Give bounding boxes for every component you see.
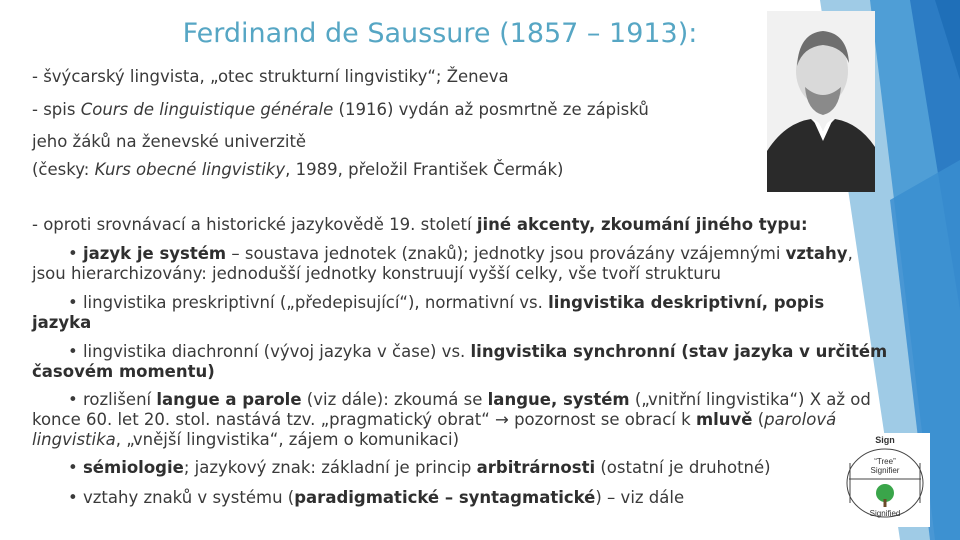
contrast-line: - oproti srovnávací a historické jazykovědě 19. století jiné akcenty, zkoumání jiného typu:: [32, 215, 808, 234]
diagram-label-signifier: Signifier: [870, 466, 900, 475]
bullet-langue-parole: • rozlišení langue a parole (viz dále): zkoumá se langue, systém („vnitřní lingvistika“) X až od: [68, 390, 871, 409]
intro-line-2: - spis Cours de linguistique générale (1916) vydán až posmrtně ze zápisků: [32, 100, 649, 119]
intro-line-4: (česky: Kurs obecné lingvistiky, 1989, přeložil František Čermák): [32, 160, 564, 179]
bullet-system-line-2: jsou hierarchizovány: jednodušší jednotky konstruují vyšší celky, vše tvoří strukturu: [32, 264, 721, 283]
diagram-label-signified: Signified: [869, 509, 901, 518]
diagram-label-tree: “Tree”: [874, 457, 896, 466]
intro-line-1: - švýcarský lingvista, „otec strukturní lingvistiky“; Ženeva: [32, 67, 509, 86]
intro-line-3: jeho žáků na ženevské univerzitě: [32, 132, 307, 151]
bullet-semiology: • sémiologie; jazykový znak: základní je princip arbitrárnosti (ostatní je druhotné): [68, 458, 771, 477]
bullet-system: • jazyk je systém – soustava jednotek (znaků); jednotky jsou provázány vzájemnými vztahy,: [68, 244, 853, 263]
bullet-prescriptive: • lingvistika preskriptivní („předepisující“), normativní vs. lingvistika deskriptivní, popis: [68, 293, 825, 312]
sign-diagram: [840, 433, 930, 527]
bullet-langue-parole-line-2: konce 60. let 20. stol. nastává tzv. „pragmatický obrat“ → pozornost se obrací k mluvě (parolová: [32, 410, 837, 429]
slide-title: Ferdinand de Saussure (1857 – 1913):: [182, 18, 698, 49]
bullet-relations: • vztahy znaků v systému (paradigmatické – syntagmatické) – viz dále: [68, 488, 685, 507]
bullet-diachronic: • lingvistika diachronní (vývoj jazyka v čase) vs. lingvistika synchronní (stav jazyka v určitém: [68, 342, 888, 361]
bullet-prescriptive-line-2: jazyka: [32, 313, 92, 332]
diagram-label-sign: Sign: [875, 435, 895, 445]
bullet-langue-parole-line-3: lingvistika, „vnější lingvistika“, zájem o komunikaci): [32, 430, 460, 449]
bullet-diachronic-line-2: časovém momentu): [32, 362, 215, 381]
portrait-photo: [767, 11, 875, 192]
